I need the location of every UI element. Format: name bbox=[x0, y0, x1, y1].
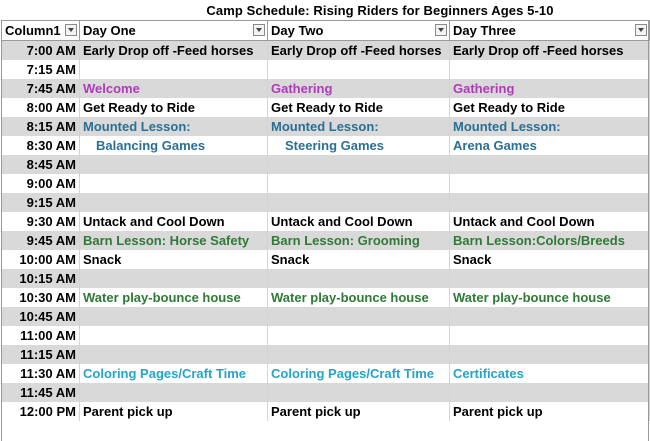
filter-dropdown-icon[interactable] bbox=[253, 24, 265, 36]
day-one-cell[interactable]: Barn Lesson: Horse Safety bbox=[80, 231, 268, 250]
day-three-cell[interactable]: Gathering bbox=[450, 79, 650, 98]
day-two-cell[interactable] bbox=[268, 307, 450, 326]
day-three-cell[interactable] bbox=[450, 60, 650, 79]
header-day-two[interactable]: Day Two bbox=[268, 21, 450, 41]
day-one-cell[interactable] bbox=[80, 174, 268, 193]
time-cell[interactable]: 9:00 AM bbox=[2, 174, 80, 193]
header-day-three[interactable]: Day Three bbox=[450, 21, 650, 41]
header-day-one[interactable]: Day One bbox=[80, 21, 268, 41]
table-row bbox=[2, 269, 650, 288]
day-two-cell[interactable]: Untack and Cool Down bbox=[268, 212, 450, 231]
day-one-cell[interactable]: Welcome bbox=[80, 79, 268, 98]
time-cell[interactable]: 9:15 AM bbox=[2, 193, 80, 212]
day-three-cell[interactable]: Certificates bbox=[450, 364, 650, 383]
day-three-cell[interactable] bbox=[450, 269, 650, 288]
day-one-cell[interactable] bbox=[80, 155, 268, 174]
day-one-cell[interactable] bbox=[80, 345, 268, 364]
day-one-cell[interactable]: Snack bbox=[80, 250, 268, 269]
day-three-cell[interactable]: Arena Games bbox=[450, 136, 650, 155]
day-two-cell[interactable] bbox=[268, 383, 450, 402]
title-row[interactable] bbox=[0, 0, 650, 20]
table-row bbox=[2, 174, 650, 193]
day-two-cell[interactable]: Water play-bounce house bbox=[268, 288, 450, 307]
day-one-cell[interactable]: Coloring Pages/Craft Time bbox=[80, 364, 268, 383]
day-two-cell[interactable] bbox=[268, 345, 450, 364]
table-row bbox=[2, 155, 650, 174]
filter-dropdown-icon[interactable] bbox=[435, 24, 447, 36]
day-two-cell[interactable] bbox=[268, 174, 450, 193]
table-row bbox=[2, 307, 650, 326]
day-two-cell[interactable]: Steering Games bbox=[268, 136, 450, 155]
time-cell[interactable]: 11:45 AM bbox=[2, 383, 80, 402]
day-three-cell[interactable]: Mounted Lesson: bbox=[450, 117, 650, 136]
day-one-cell[interactable]: Get Ready to Ride bbox=[80, 98, 268, 117]
day-one-cell[interactable]: Mounted Lesson: bbox=[80, 117, 268, 136]
day-two-cell[interactable] bbox=[268, 60, 450, 79]
day-one-cell[interactable] bbox=[80, 383, 268, 402]
day-one-cell[interactable] bbox=[80, 307, 268, 326]
day-three-cell[interactable] bbox=[450, 383, 650, 402]
time-cell[interactable]: 10:00 AM bbox=[2, 250, 80, 269]
time-cell[interactable]: 10:45 AM bbox=[2, 307, 80, 326]
time-cell[interactable]: 9:30 AM bbox=[2, 212, 80, 231]
header-row bbox=[2, 21, 650, 41]
time-cell[interactable]: 7:00 AM bbox=[2, 41, 80, 61]
table-row bbox=[2, 193, 650, 212]
table-row bbox=[2, 383, 650, 402]
time-cell[interactable]: 12:00 PM bbox=[2, 402, 80, 421]
table-row bbox=[2, 288, 650, 307]
day-two-cell[interactable] bbox=[268, 193, 450, 212]
table-row bbox=[2, 79, 650, 98]
time-cell[interactable]: 10:30 AM bbox=[2, 288, 80, 307]
day-two-cell[interactable]: Barn Lesson: Grooming bbox=[268, 231, 450, 250]
table-row bbox=[2, 345, 650, 364]
table-row bbox=[2, 98, 650, 117]
time-cell[interactable]: 8:00 AM bbox=[2, 98, 80, 117]
table-row bbox=[2, 212, 650, 231]
day-one-cell[interactable] bbox=[80, 193, 268, 212]
day-three-cell[interactable] bbox=[450, 326, 650, 345]
day-one-cell[interactable]: Water play-bounce house bbox=[80, 288, 268, 307]
table-row bbox=[2, 41, 650, 61]
day-three-cell[interactable]: Parent pick up bbox=[450, 402, 650, 421]
day-one-cell[interactable] bbox=[80, 326, 268, 345]
day-three-cell[interactable]: Water play-bounce house bbox=[450, 288, 650, 307]
filter-dropdown-icon[interactable] bbox=[635, 24, 647, 36]
table-row bbox=[2, 231, 650, 250]
day-three-cell[interactable]: Early Drop off -Feed horses bbox=[450, 41, 650, 61]
time-cell[interactable]: 7:45 AM bbox=[2, 79, 80, 98]
table-row bbox=[2, 60, 650, 79]
time-cell[interactable]: 11:15 AM bbox=[2, 345, 80, 364]
day-two-cell[interactable]: Parent pick up bbox=[268, 402, 450, 421]
day-one-cell[interactable]: Parent pick up bbox=[80, 402, 268, 421]
filter-dropdown-icon[interactable] bbox=[65, 24, 77, 36]
day-three-cell[interactable]: Get Ready to Ride bbox=[450, 98, 650, 117]
time-cell[interactable]: 8:15 AM bbox=[2, 117, 80, 136]
day-three-cell[interactable] bbox=[450, 174, 650, 193]
day-one-cell[interactable]: Untack and Cool Down bbox=[80, 212, 268, 231]
day-three-cell[interactable] bbox=[450, 193, 650, 212]
day-one-cell[interactable]: Balancing Games bbox=[80, 136, 268, 155]
day-two-cell[interactable] bbox=[268, 155, 450, 174]
day-three-cell[interactable] bbox=[450, 155, 650, 174]
time-cell[interactable]: 8:30 AM bbox=[2, 136, 80, 155]
time-cell[interactable]: 7:15 AM bbox=[2, 60, 80, 79]
time-cell[interactable]: 10:15 AM bbox=[2, 269, 80, 288]
schedule-title: Camp Schedule: Rising Riders for Beginners Ages 5-10 bbox=[206, 2, 554, 18]
day-two-cell[interactable]: Snack bbox=[268, 250, 450, 269]
day-one-cell[interactable] bbox=[80, 269, 268, 288]
day-three-cell[interactable]: Untack and Cool Down bbox=[450, 212, 650, 231]
day-one-cell[interactable]: Early Drop off -Feed horses bbox=[80, 41, 268, 61]
table-row bbox=[2, 326, 650, 345]
day-two-cell[interactable]: Get Ready to Ride bbox=[268, 98, 450, 117]
table-row bbox=[2, 117, 650, 136]
day-three-cell[interactable] bbox=[450, 307, 650, 326]
day-two-cell[interactable] bbox=[268, 269, 450, 288]
day-one-cell[interactable] bbox=[80, 60, 268, 79]
time-cell[interactable]: 9:45 AM bbox=[2, 231, 80, 250]
day-two-cell[interactable]: Mounted Lesson: bbox=[268, 117, 450, 136]
day-three-cell[interactable]: Barn Lesson:Colors/Breeds bbox=[450, 231, 650, 250]
header-column1[interactable]: Column1 bbox=[2, 21, 80, 41]
table-row bbox=[2, 364, 650, 383]
table-row bbox=[2, 136, 650, 155]
day-two-cell[interactable]: Coloring Pages/Craft Time bbox=[268, 364, 450, 383]
day-three-cell[interactable]: Snack bbox=[450, 250, 650, 269]
time-cell[interactable]: 11:30 AM bbox=[2, 364, 80, 383]
table-row bbox=[2, 402, 650, 421]
day-two-cell[interactable]: Gathering bbox=[268, 79, 450, 98]
day-three-cell[interactable] bbox=[450, 345, 650, 364]
time-cell[interactable]: 8:45 AM bbox=[2, 155, 80, 174]
time-cell[interactable]: 11:00 AM bbox=[2, 326, 80, 345]
day-two-cell[interactable] bbox=[268, 326, 450, 345]
table-row bbox=[2, 250, 650, 269]
schedule-table bbox=[1, 20, 650, 421]
day-two-cell[interactable]: Early Drop off -Feed horses bbox=[268, 41, 450, 61]
